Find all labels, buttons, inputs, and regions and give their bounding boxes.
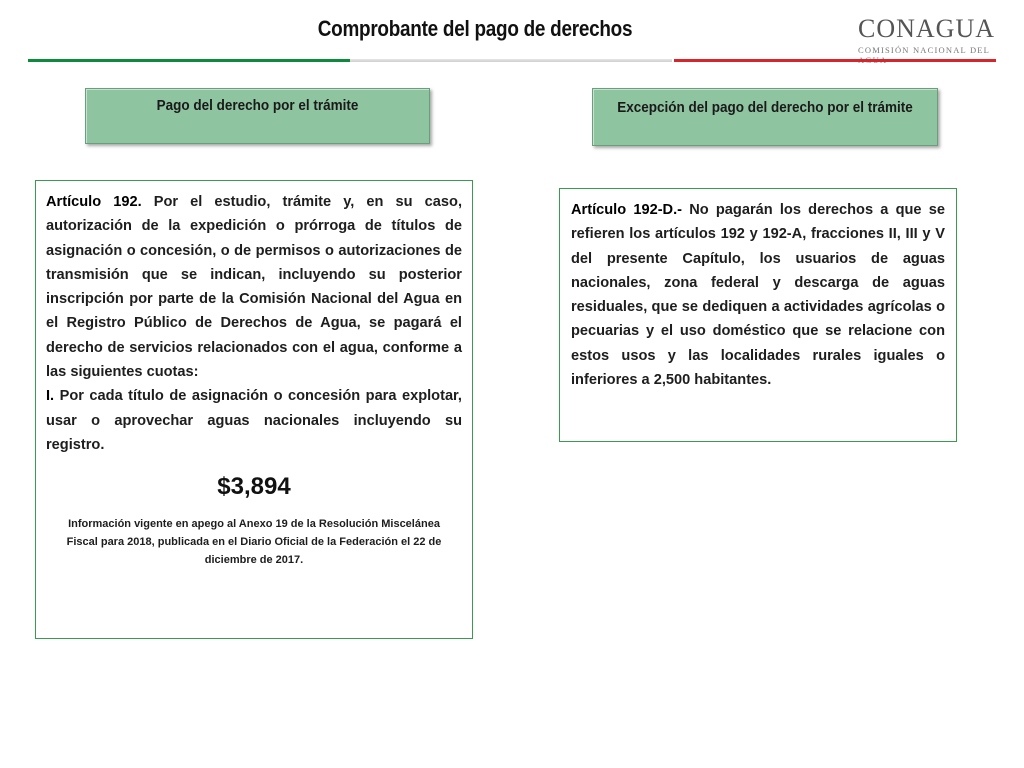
logo-wordmark: CONAGUA	[858, 14, 995, 43]
article-192-label: Artículo 192.	[46, 194, 142, 210]
article-192-body: Por el estudio, trámite y, en su caso, autorización de la expedición o prórroga de títulos de asignación o concesión, o de permisos o autorizaciones de transmisión que se indican, incluyendo su posterior inscripción por parte de la Comisión Nacional del Agua en el Registro Público de Derechos de Agua, se pagará el derecho de servicios relacionados con el agua, conforme a las siguientes cuotas:	[46, 194, 462, 381]
payment-heading: Pago del derecho por el trámite	[156, 97, 359, 114]
article-192d-label: Artículo 192-D.-	[571, 202, 683, 218]
payment-heading-box	[85, 88, 430, 144]
logo-subtitle: COMISIÓN NACIONAL DEL	[858, 45, 990, 55]
article-192-text	[46, 190, 462, 457]
exemption-heading: Excepción del pago del derecho por el trámite	[617, 99, 913, 116]
page-title: Comprobante del pago de derechos	[317, 16, 633, 41]
exemption-heading-box	[592, 88, 938, 146]
stripe-gray	[350, 59, 672, 62]
fraction-i-label: I.	[46, 388, 55, 405]
stripe-green	[28, 59, 350, 62]
fee-amount: $3,894	[217, 473, 291, 501]
payment-content-box	[35, 180, 473, 639]
fraction-i-body: Por cada título de asignación o concesión para explotar, usar o aprovechar aguas nacionales incluyendo su registro.	[46, 388, 462, 453]
legal-note: Información vigente en apego al Anexo 19 de la Resolución Miscelánea Fiscal para 2018, publicada en el Diario Oficial de la Federación el 22 de diciembre de 2017.	[66, 518, 442, 567]
stripe-red	[674, 59, 996, 62]
article-192d-text	[571, 198, 945, 392]
article-192d-body: No pagarán los derechos a que se refieren los artículos 192 y 192-A, fracciones II, III y V del presente Capítulo, los usuarios de aguas nacionales, zona federal y descarga de aguas residuales, que se dediquen a actividades agrícolas o pecuarias y el uso doméstico que se relacione con estos usos y las localidades rurales iguales o inferiores a 2,500 habitantes.	[571, 202, 945, 389]
exemption-content-box	[559, 188, 957, 442]
conagua-logo	[850, 14, 1000, 54]
